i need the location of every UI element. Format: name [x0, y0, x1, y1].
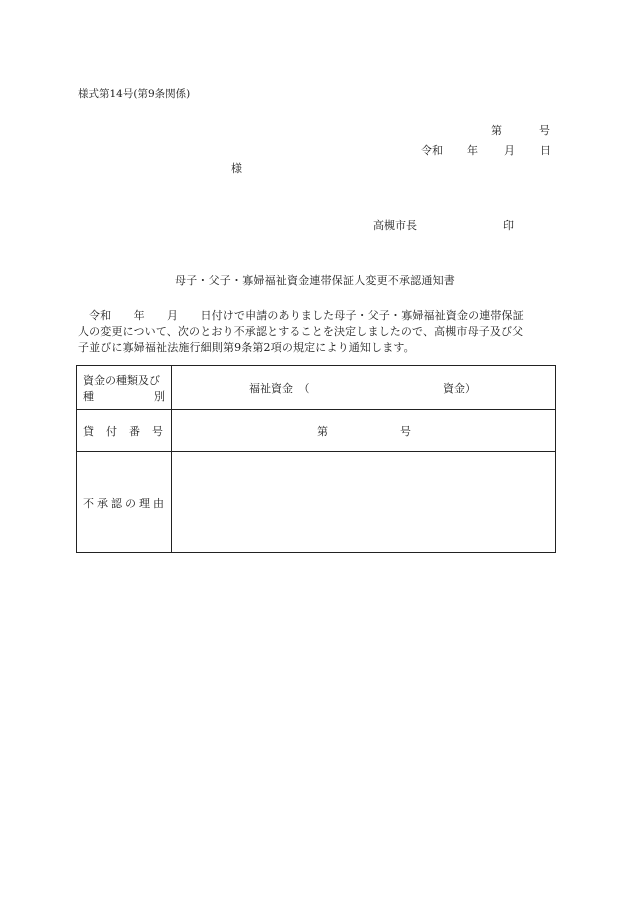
- loan-number-go: 号: [400, 425, 411, 438]
- body-line-3: 子並びに寡婦福祉法施行細則第9条第2項の規定により通知します。: [78, 341, 415, 354]
- number-go: 号: [539, 124, 550, 137]
- seal-mark: 印: [503, 219, 514, 232]
- fund-type-label-kind-b: 別: [154, 390, 165, 403]
- table-row-loan-number: [77, 409, 555, 452]
- fund-type-value-suffix: 資金）: [443, 382, 476, 395]
- fund-type-value-prefix: 福祉資金 （: [249, 382, 310, 395]
- table-column-divider: [171, 366, 172, 552]
- date-year: 年: [467, 144, 478, 157]
- date-day: 日: [540, 144, 551, 157]
- number-dai: 第: [491, 124, 502, 137]
- body-text: [78, 308, 558, 356]
- reason-label: 不承認の理由: [83, 497, 167, 510]
- date-reiwa: 令和: [421, 144, 443, 157]
- loan-number-label: 貸 付 番 号: [83, 425, 164, 438]
- issuer-name: 高槻市長: [373, 219, 417, 232]
- table-row-fund-type: [77, 366, 555, 410]
- loan-number-dai: 第: [317, 425, 328, 438]
- form-table: [76, 365, 556, 553]
- body-line-2: 人の変更について、次のとおり不承認とすることを決定しましたので、高槻市母子及び父: [78, 325, 524, 338]
- table-row-reason: [77, 451, 555, 553]
- fund-type-label-line1: 資金の種類及び: [83, 374, 160, 387]
- form-id: 様式第14号(第9条関係): [78, 88, 191, 100]
- date-month: 月: [504, 144, 515, 157]
- addressee-suffix: 様: [231, 162, 242, 175]
- fund-type-label-kind-a: 種: [83, 390, 94, 403]
- document-title: 母子・父子・寡婦福祉資金連帯保証人変更不承認通知書: [175, 274, 455, 287]
- body-line-1: 令和 年 月 日付けで申請のありました母子・父子・寡婦福祉資金の連帯保証: [89, 309, 524, 322]
